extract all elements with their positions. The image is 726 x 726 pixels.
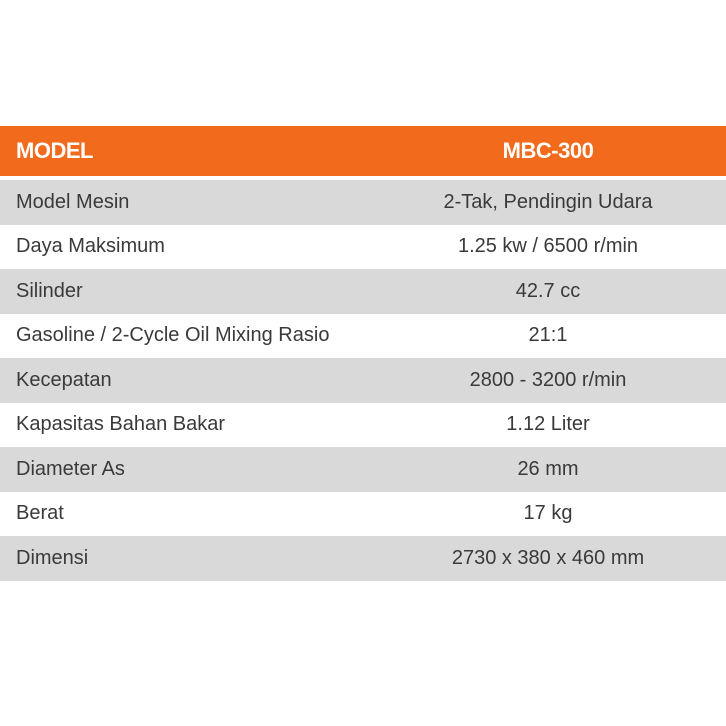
table-row (0, 180, 726, 225)
table-row (0, 447, 726, 492)
table-header-row (0, 126, 726, 180)
spec-value: 42.7 cc (515, 279, 581, 302)
table-row (0, 358, 726, 403)
header-model-value: MBC-300 (502, 138, 594, 163)
spec-value: 1.25 kw / 6500 r/min (457, 235, 639, 258)
table-row (0, 314, 726, 359)
table-row (0, 492, 726, 537)
spec-label: Kecepatan (16, 368, 112, 391)
spec-label: Dimensi (16, 546, 89, 569)
table-row (0, 403, 726, 448)
header-label: MODEL (16, 138, 93, 163)
table-row (0, 536, 726, 581)
spec-label: Diameter As (16, 457, 125, 480)
spec-label: Silinder (16, 279, 83, 302)
spec-table (0, 126, 726, 581)
spec-value: 21:1 (528, 324, 568, 347)
spec-label: Kapasitas Bahan Bakar (16, 413, 226, 436)
spec-value: 2-Tak, Pendingin Udara (443, 190, 653, 213)
table-row (0, 269, 726, 314)
spec-label: Daya Maksimum (16, 235, 165, 258)
spec-label: Gasoline / 2-Cycle Oil Mixing Rasio (16, 324, 330, 347)
spec-value: 17 kg (523, 502, 573, 525)
spec-value: 2800 - 3200 r/min (469, 368, 627, 391)
spec-value: 2730 x 380 x 460 mm (451, 546, 645, 569)
spec-label: Berat (16, 502, 64, 525)
spec-value: 1.12 Liter (506, 413, 590, 436)
table-row (0, 225, 726, 270)
spec-label: Model Mesin (16, 190, 130, 213)
spec-value: 26 mm (517, 457, 579, 480)
